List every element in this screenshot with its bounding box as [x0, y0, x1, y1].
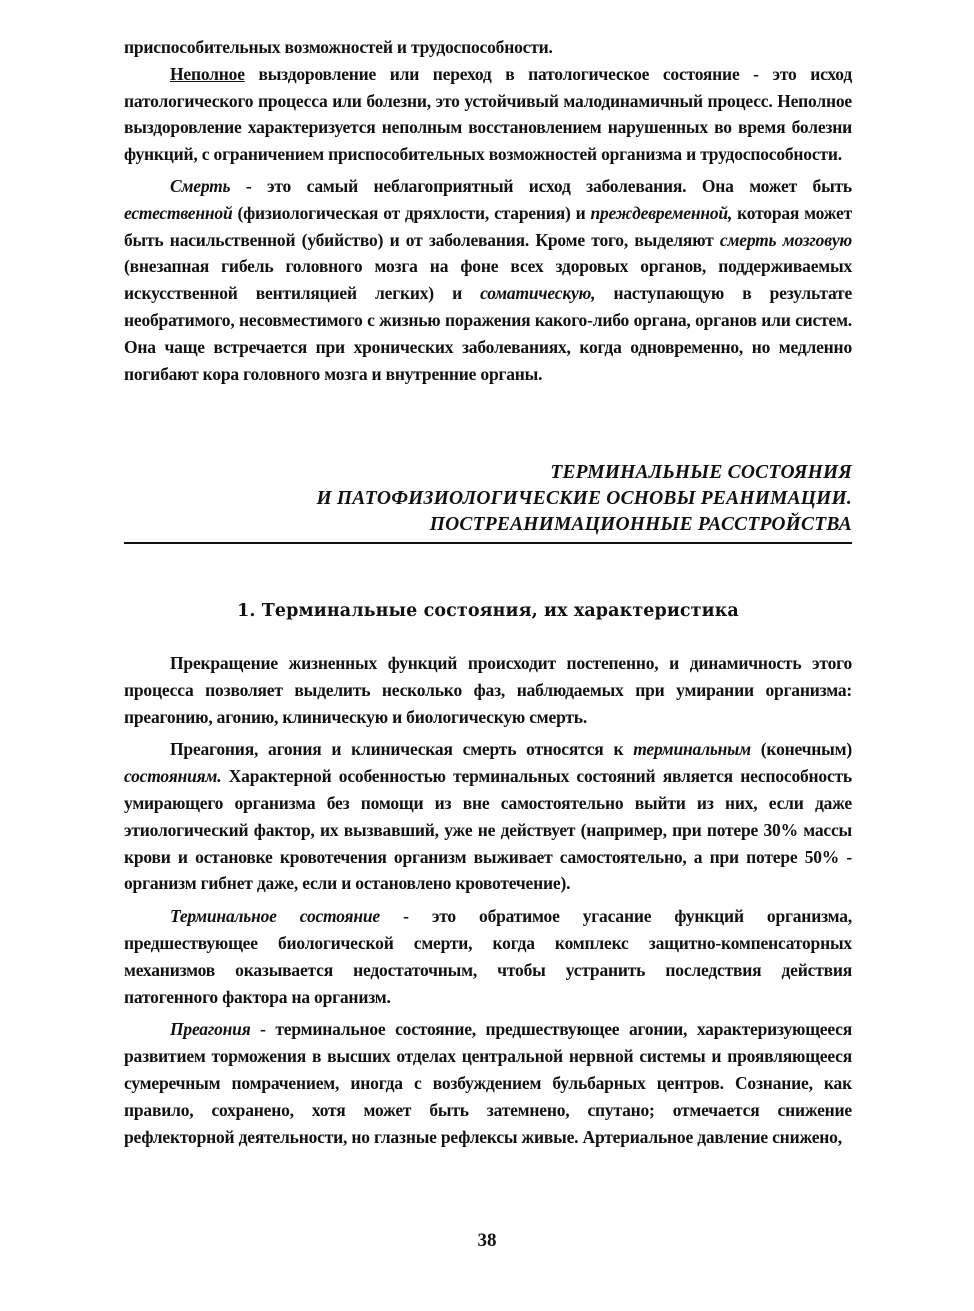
italic-term: терминальным	[633, 739, 751, 760]
underlined-term: Неполное	[170, 63, 245, 84]
chapter-heading-line-2: И ПАТОФИЗИОЛОГИЧЕСКИЕ ОСНОВЫ РЕАНИМАЦИИ.	[316, 488, 852, 509]
paragraph-text: наступающую в результате необратимого, несовместимого с жизнью поражения какого-либо органа, органов или систем. Она чаще встречается при хронических заболеваниях, когда одновременно, но медленно погибают кора головного мозга и внутренние органы.	[124, 283, 853, 384]
italic-term: смерть мозговую	[719, 229, 852, 250]
body-text-block	[124, 650, 852, 1156]
paragraph-text: (физиологическая от дряхлости, старения) и	[232, 202, 591, 223]
italic-term: соматическую,	[480, 283, 596, 304]
italic-term: Преагония	[170, 1019, 251, 1040]
paragraph-text: которая может быть насильственной (убийство) и от заболевания. Кроме того, выделяют	[124, 202, 852, 250]
italic-term: преждевременной,	[590, 202, 733, 223]
page-number: 38	[477, 1230, 497, 1251]
paragraph-text: - это обратимое угасание функций организма, предшествующее биологической смерти, когда комплекс защитно-компенсаторных механизмов оказывается недостаточным, чтобы устранить последствия действия патогенного фактора на организм.	[124, 906, 852, 1007]
paragraph-preagony	[124, 1016, 852, 1150]
chapter-heading	[124, 460, 852, 538]
paragraph-text: выздоровление или переход в патологическое состояние - это исход патологического процесса или болезни, это устойчивый малодинамичный процесс. Неполное выздоровление характеризуется неполным восстановлением нарушенных во время болезни функций, с ограничением приспособительных возможностей организма и трудоспособности.	[124, 63, 852, 165]
paragraph-text: Характерной особенностью терминальных состояний является неспособность умирающего организма без помощи из вне самостоятельно выйти из них, если даже этиологический фактор, их вызвавший, уже не действует (например, при потере 30% массы крови и остановке кровотечения организм выживает самостоятельно, а при потере 50% - организм гибнет даже, если и остановлено кровотечение).	[124, 766, 852, 894]
paragraph-terminal-states	[124, 736, 852, 897]
paragraph-text: - это самый неблагоприятный исход заболевания. Она может быть	[230, 175, 852, 196]
chapter-heading-line-3: ПОСТРЕАНИМАЦИОННЫЕ РАССТРОЙСТВА	[429, 514, 852, 535]
paragraph-incomplete-recovery	[124, 61, 852, 168]
heading-underline-rule	[124, 542, 852, 544]
paragraph-terminal-definition	[124, 903, 852, 1010]
paragraph-text: (конечным)	[750, 739, 852, 760]
paragraph-text: - терминальное состояние, предшествующее агонии, характеризующееся развитием торможения в высших отделах центральной нервной системы и проявляющееся сумеречным помрачением, иногда с возбуждением бульбарных центров. Сознание, как правило, сохранено, хотя может быть затемнено, спутано; отмечается снижение рефлекторной деятельности, но глазные рефлексы живые. Артериальное давление снижено,	[124, 1019, 852, 1147]
paragraph-text: Преагония, агония и клиническая смерть относятся к	[170, 739, 634, 760]
paragraph-death	[124, 173, 852, 387]
italic-term: Смерть	[170, 175, 231, 196]
chapter-heading-line-1: ТЕРМИНАЛЬНЫЕ СОСТОЯНИЯ	[550, 462, 852, 483]
italic-term: состояниям.	[124, 766, 222, 787]
section-title: 1. Терминальные состояния, их характеристика	[237, 601, 739, 621]
italic-term: естественной	[124, 202, 233, 223]
italic-term: Терминальное состояние	[170, 906, 380, 927]
paragraph-text: (внезапная гибель головного мозга на фоне всех здоровых органов, поддерживаемых искусственной вентиляцией легких) и	[124, 256, 852, 304]
paragraph-stages: Прекращение жизненных функций происходит постепенно, и динамичность этого процесса позволяет выделить несколько фаз, наблюдаемых при умирании организма: преагонию, агонию, клиническую и биологическую смерть.	[124, 653, 852, 727]
top-text-block	[124, 34, 852, 392]
paragraph-continuation: приспособительных возможностей и трудоспособности.	[124, 37, 553, 57]
